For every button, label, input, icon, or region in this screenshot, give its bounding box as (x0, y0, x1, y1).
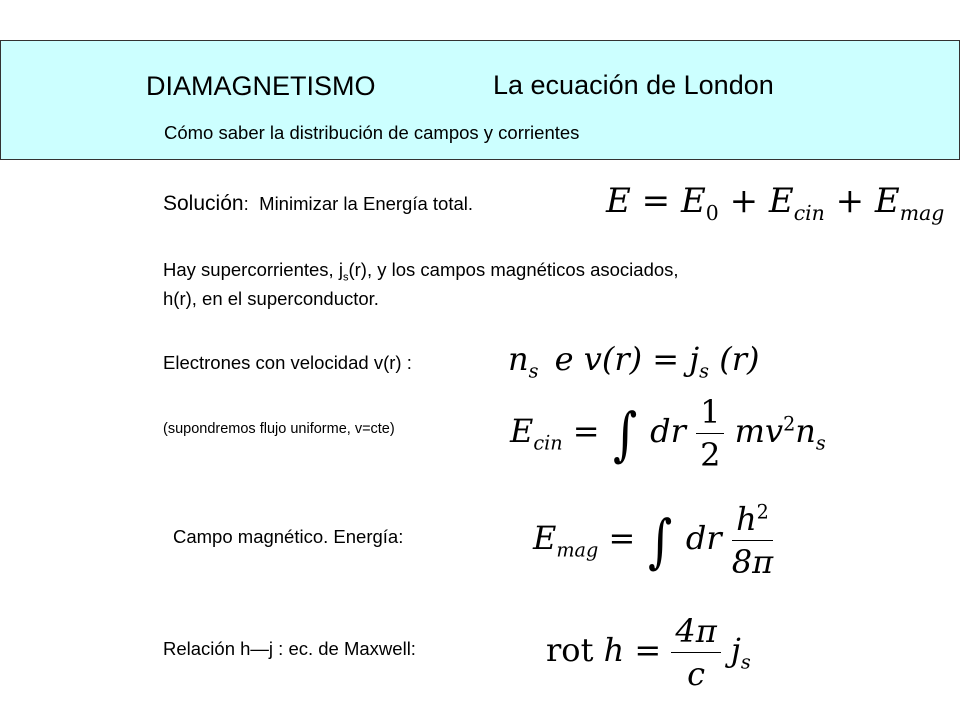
math-symbol: (r) (601, 340, 643, 378)
math-symbol: j (730, 631, 741, 669)
math-symbol: c (687, 655, 706, 693)
math-symbol: dr (650, 412, 686, 450)
math-symbol: Hay supercorrientes, j (163, 259, 343, 280)
math-symbol: 1 (696, 393, 724, 434)
math-symbol: (r) (719, 340, 760, 378)
math-symbol: + (835, 181, 865, 221)
uniform-flow-note: (supondremos flujo uniforme, v=cte) (163, 421, 395, 437)
math-symbol: E (874, 181, 900, 221)
supercurrents-line-2: h(r), en el superconductor. (163, 288, 379, 309)
solution-label: Solución (163, 192, 244, 215)
math-symbol: v (583, 340, 602, 378)
magnetic-fraction (732, 500, 773, 581)
topic-title: La ecuación de London (493, 70, 774, 100)
math-symbol: ∫ (612, 399, 637, 468)
math-symbol: n (795, 412, 816, 450)
solution-text: Minimizar la Energía total. (259, 193, 474, 214)
page-title: DIAMAGNETISMO (146, 71, 376, 101)
maxwell-fraction (671, 612, 720, 693)
supercurrents-line-1 (163, 259, 679, 284)
math-symbol: m (734, 412, 765, 450)
math-symbol: s (699, 359, 710, 383)
math-symbol: n (508, 340, 529, 378)
solution-line (163, 192, 473, 216)
total-energy-equation (606, 181, 944, 225)
math-symbol: v (764, 412, 784, 450)
math-symbol: dr (685, 519, 722, 557)
math-symbol: = (641, 181, 671, 221)
math-symbol: rot (546, 631, 594, 669)
math-symbol: 2 (700, 436, 721, 474)
math-symbol: + (729, 181, 759, 221)
math-symbol: = (608, 519, 636, 557)
math-symbol: 8π (731, 543, 774, 581)
math-symbol: 0 (705, 200, 719, 225)
math-symbol: s (342, 271, 349, 284)
math-symbol: E (680, 181, 706, 221)
electrons-text: Electrones con velocidad v(r) : (163, 352, 412, 373)
math-symbol: s (528, 359, 539, 383)
magnetic-energy-equation (533, 500, 773, 581)
kinetic-fraction (696, 393, 724, 474)
math-symbol: = (572, 412, 600, 450)
math-symbol: h (603, 631, 625, 669)
solution-colon: : (243, 193, 249, 214)
current-density-equation (508, 340, 759, 382)
magnetic-energy-text: Campo magnético. Energía: (173, 526, 404, 547)
maxwell-text: Relación h—j : ec. de Maxwell: (163, 638, 416, 659)
math-symbol: = (634, 631, 662, 669)
math-symbol: E (510, 412, 534, 450)
math-symbol: e (554, 340, 574, 378)
math-symbol: h (736, 500, 757, 538)
math-symbol: mag (899, 200, 945, 225)
math-symbol: cin (793, 200, 825, 225)
maxwell-equation (546, 612, 751, 693)
math-symbol: = (652, 340, 680, 378)
math-symbol: s (740, 650, 751, 674)
math-symbol: E (768, 181, 794, 221)
math-symbol: 2 (783, 412, 796, 436)
math-symbol: E (533, 519, 557, 557)
math-symbol: ∫ (648, 506, 673, 575)
math-symbol: E (606, 181, 631, 221)
math-symbol: 4π (671, 612, 720, 653)
math-symbol: j (689, 340, 700, 378)
math-symbol: (r), y los campos magnéticos asociados, (348, 259, 679, 280)
math-symbol: 2 (756, 500, 769, 524)
subtitle: Cómo saber la distribución de campos y corrientes (164, 122, 580, 143)
math-symbol: s (815, 431, 826, 455)
math-symbol: cin (533, 431, 563, 455)
math-symbol: mag (556, 538, 599, 562)
kinetic-energy-equation (510, 393, 826, 474)
